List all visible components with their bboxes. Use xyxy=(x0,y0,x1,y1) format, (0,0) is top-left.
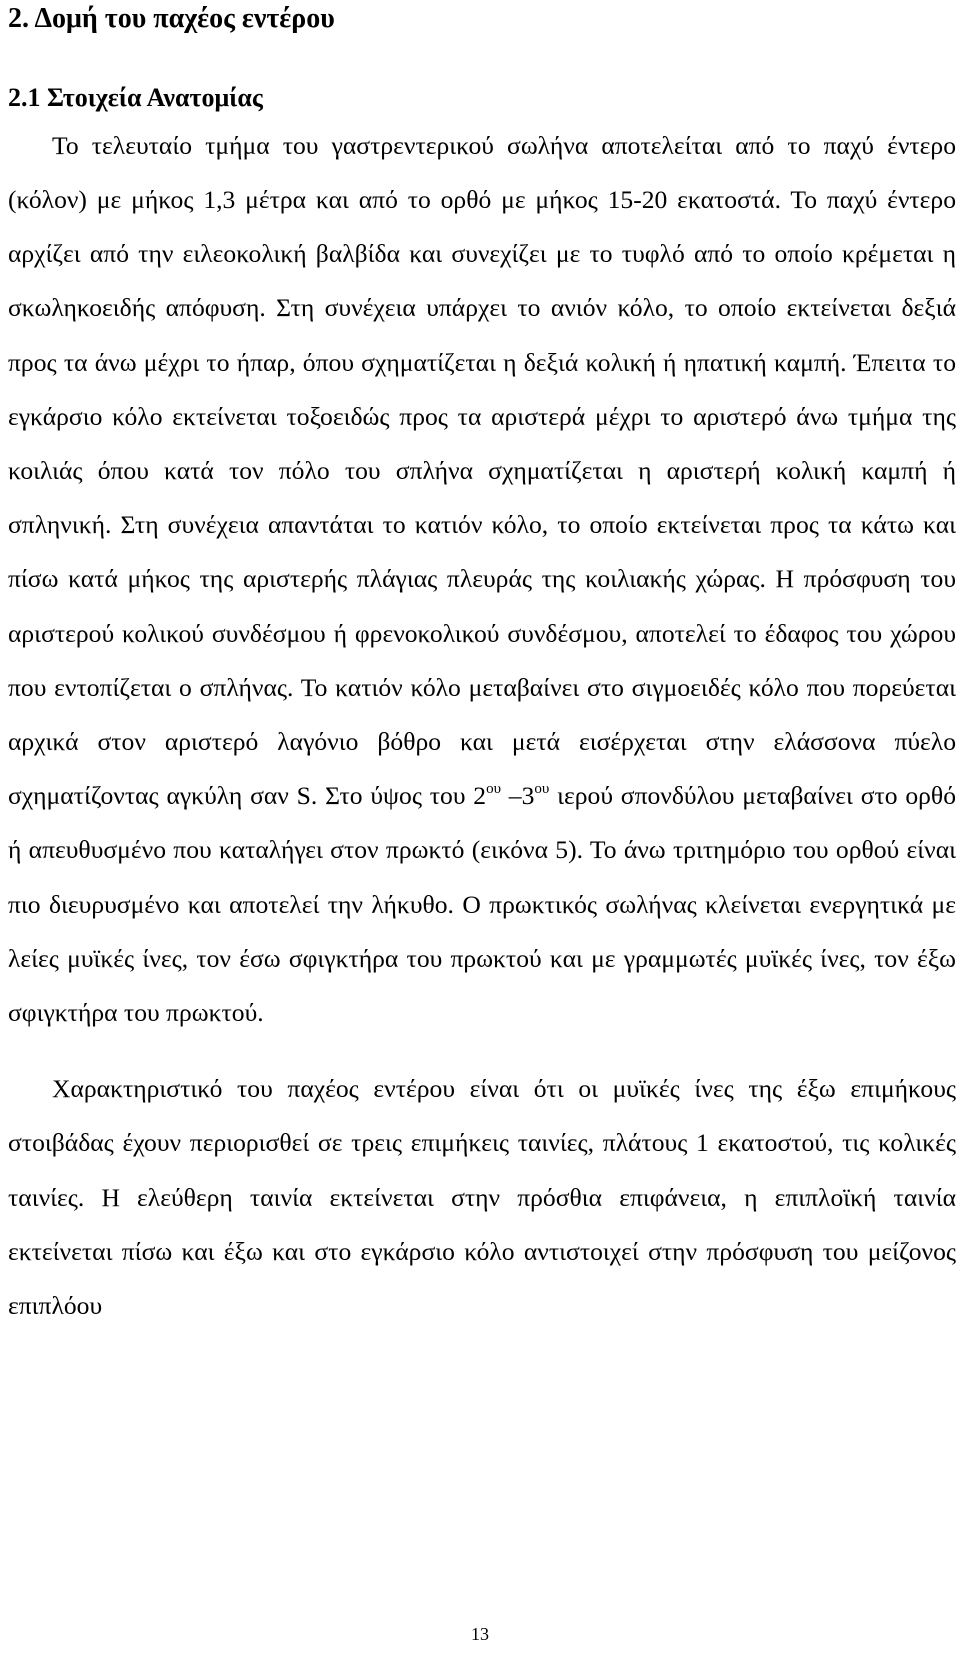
document-page xyxy=(8,0,956,1333)
paragraph-anatomy xyxy=(8,119,956,1040)
ordinal-superscript-2: ου xyxy=(534,781,550,798)
ordinal-superscript-1: ου xyxy=(486,781,502,798)
chapter-heading: 2. Δομή του παχέος εντέρου xyxy=(8,3,335,34)
paragraph-anatomy-part-2: –3 xyxy=(501,781,535,811)
section-heading: 2.1 Στοιχεία Ανατομίας xyxy=(8,82,263,112)
paragraph-taeniae: Χαρακτηριστικό του παχέος εντέρου είναι ότι οι μυϊκές ίνες της έξω επιμήκους στοιβάδας έχουν περιορισθεί σε τρεις επιμήκεις ταινίες, πλάτους 1 εκατοστού, τις κολικές ταινίες. Η ελεύθερη ταινία εκτείνεται στην πρόσθια επιφάνεια, η επιπλοϊκή ταινία εκτείνεται πίσω και έξω και στο εγκάρσιο κόλο αντιστοιχεί στην πρόσφυση του μείζονος επιπλόου xyxy=(8,1074,956,1321)
paragraph-anatomy-part-1: Το τελευταίο τμήμα του γαστρεντερικού σωλήνα αποτελείται από το παχύ έντερο (κόλον) με μήκος 1,3 μέτρα και από το ορθό με μήκος 15-20 εκατοστά. Το παχύ έντερο αρχίζει από την ειλεοκολική βαλβίδα και συνεχίζει με το τυφλό από το οποίο κρέμεται η σκωληκοειδής απόφυση. Στη συνέχεια υπάρχει το ανιόν κόλο, το οποίο εκτείνεται δεξιά προς τα άνω μέχρι το ήπαρ, όπου σχηματίζεται η δεξιά κολική ή ηπατική καμπή. Έπειτα το εγκάρσιο κόλο εκτείνεται τοξοειδώς προς τα αριστερά μέχρι το αριστερό άνω τμήμα της κοιλιάς όπου κατά τον πόλο του σπλήνα σχηματίζεται η αριστερή κολική καμπή ή σπληνική. Στη συνέχεια απαντάται το κατιόν κόλο, το οποίο εκτείνεται προς τα κάτω και πίσω κατά μήκος της αριστερής πλάγιας πλευράς της κοιλιακής χώρας. Η πρόσφυση του αριστερού κολικού συνδέσμου ή φρενοκολικού συνδέσμου, αποτελεί το έδαφος του χώρου που εντοπίζεται ο σπλήνας. Το κατιόν κόλο μεταβαίνει στο σιγμοειδές κόλο που πορεύεται αρχικά στον αριστερό λαγόνιο βόθρο και μετά εισέρχεται στην ελάσσονα πύελο σχηματίζοντας αγκύλη σαν S. Στο ύψος του 2 xyxy=(8,130,956,811)
paragraph-anatomy-part-3: ιερού σπονδύλου μεταβαίνει στο ορθό ή απευθυσμένο που καταλήγει στον πρωκτό (εικόνα 5). Το άνω τριτημόριο του ορθού είναι πιο διευρυσμένο και αποτελεί την λήκυθο. Ο πρωκτικός σωλήνας κλείνεται ενεργητικά με λείες μυϊκές ίνες, τον έσω σφιγκτήρα του πρωκτού και με γραμμωτές μυϊκές ίνες, τον έξω σφιγκτήρα του πρωκτού. xyxy=(8,781,956,1028)
page-number: 13 xyxy=(471,1624,489,1644)
